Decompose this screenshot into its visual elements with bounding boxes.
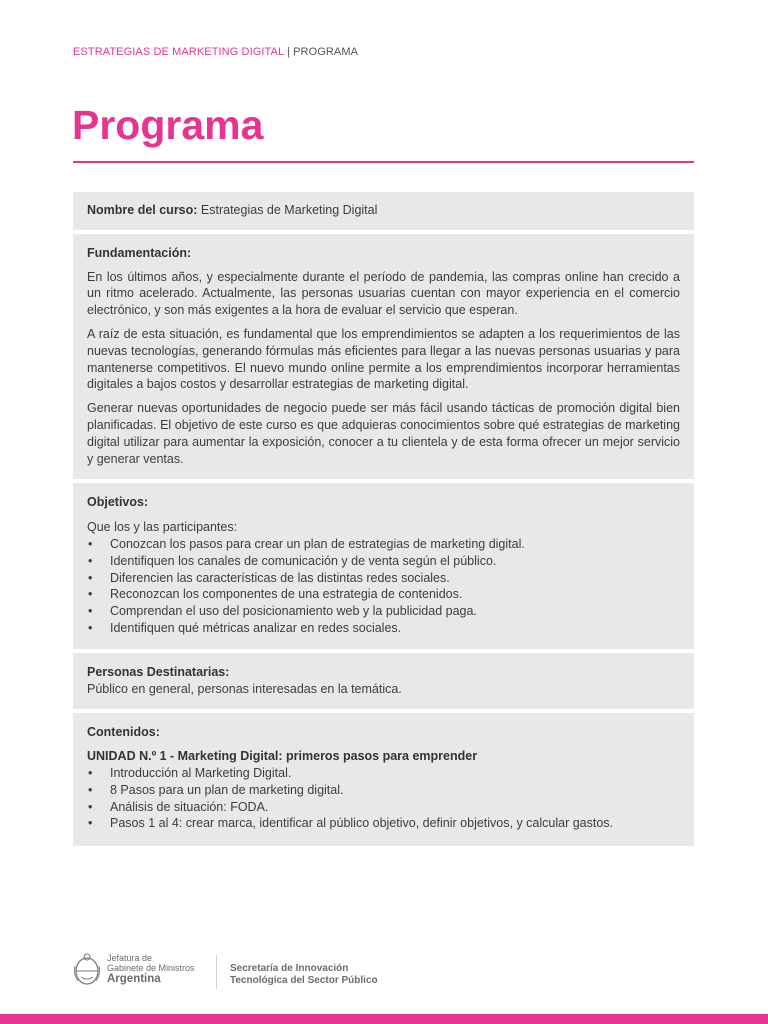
secretaria-line: Secretaría de Innovación [230, 963, 349, 974]
destinatarias-panel [73, 653, 694, 710]
logo-line: Jefatura de [107, 953, 153, 963]
coat-of-arms-icon [72, 950, 102, 990]
page-title: Programa [72, 102, 264, 148]
list-item: • Identifiquen qué métricas analizar en redes sociales. [87, 620, 680, 637]
fundamentacion-panel [73, 234, 694, 480]
logo-country: Argentina [107, 973, 161, 985]
title-divider [73, 161, 694, 163]
secretaria-label [230, 963, 378, 986]
list-item: • Introducción al Marketing Digital. [87, 765, 680, 782]
footer-divider [216, 955, 217, 989]
logo-text [107, 953, 195, 986]
objetivos-heading: Objetivos: [87, 495, 149, 510]
objetivos-panel [73, 483, 694, 648]
destinatarias-text: Público en general, personas interesadas en la temática. [87, 681, 402, 696]
logo-line: Gabinete de Ministros [107, 963, 195, 973]
destinatarias-heading: Personas Destinatarias: [87, 664, 230, 679]
course-name-label: Nombre del curso: [87, 203, 198, 217]
contenidos-list [87, 765, 680, 832]
list-item: • Pasos 1 al 4: crear marca, identificar al público objetivo, definir objetivos, y calcular gastos. [87, 815, 680, 832]
course-name-panel [73, 192, 694, 230]
list-item: • Identifiquen los canales de comunicación y de venta según el público. [87, 553, 680, 570]
program-panels [73, 192, 694, 850]
bottom-accent-bar [0, 1014, 768, 1024]
fundamentacion-heading: Fundamentación: [87, 245, 192, 260]
header-page: PROGRAMA [293, 46, 359, 58]
contenidos-heading: Contenidos: [87, 725, 160, 740]
contenidos-panel [73, 713, 694, 846]
header-separator: | [283, 46, 294, 58]
fundamentacion-paragraph: Generar nuevas oportunidades de negocio puede ser más fácil usando tácticas de promoción digital bien planificadas. El objetivo de este curso es que adquieras conocimientos sobre qué estrategias de marketing digital utilizar para aumentar la exposición, conocer a tu clientela y de esta forma ofrecer un mejor servicio y generar ventas. [87, 401, 680, 466]
list-item: • 8 Pasos para un plan de marketing digital. [87, 782, 680, 799]
list-item: • Análisis de situación: FODA. [87, 799, 680, 816]
list-item: • Reconozcan los componentes de una estrategia de contenidos. [87, 586, 680, 603]
running-header [73, 46, 358, 58]
unit-title: UNIDAD N.º 1 - Marketing Digital: primeros pasos para emprender [87, 749, 478, 764]
objetivos-intro: Que los y las participantes: [87, 520, 238, 535]
secretaria-line: Tecnológica del Sector Público [230, 974, 378, 986]
jefatura-logo [72, 950, 212, 990]
course-name-value: Estrategias de Marketing Digital [197, 203, 378, 217]
fundamentacion-paragraph: A raíz de esta situación, es fundamental que los emprendimientos se adapten a los requerimientos de las nuevas tecnologías, generando fórmulas más eficientes para llegar a las nuevas personas usuarias y para mantenerse competitivos. El nuevo mundo online permite a los emprendimientos incorporar herramientas digitales a bajos costos y desarrollar estrategias de marketing digital. [87, 326, 680, 392]
list-item: • Comprendan el uso del posicionamiento web y la publicidad paga. [87, 603, 680, 620]
fundamentacion-paragraph: En los últimos años, y especialmente durante el período de pandemia, las compras online han crecido a un ritmo acelerado. Actualmente, las personas usuarias cuentan con mayor experiencia en el comercio electrónico, y son más exigentes a la hora de evaluar el servicio que esperan. [87, 269, 680, 318]
objetivos-list [87, 536, 680, 637]
list-item: • Conozcan los pasos para crear un plan de estrategias de marketing digital. [87, 536, 680, 553]
header-section: ESTRATEGIAS DE MARKETING DIGITAL [73, 46, 284, 58]
list-item: • Diferencien las características de las distintas redes sociales. [87, 570, 680, 587]
